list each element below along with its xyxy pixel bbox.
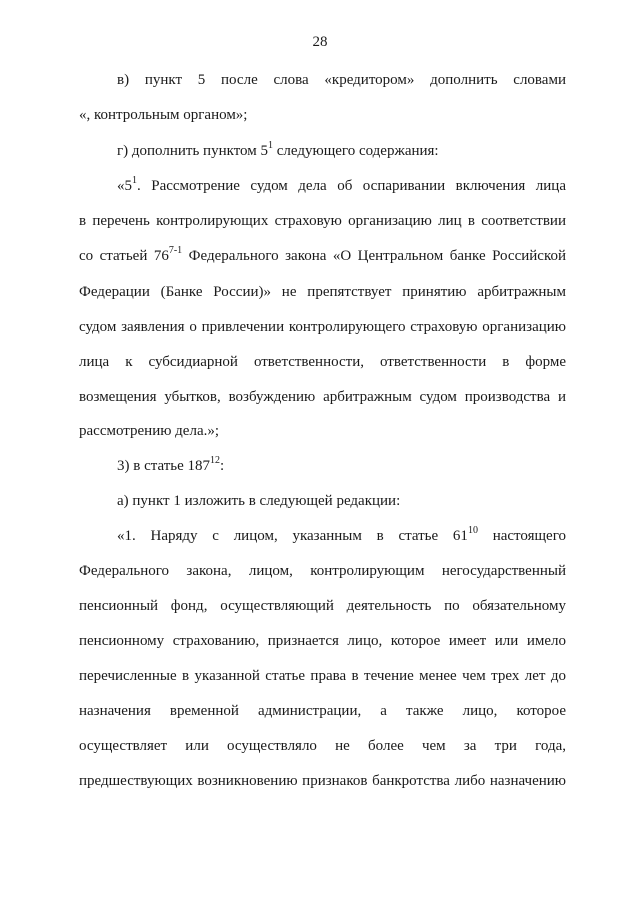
text-line: пенсионный фонд, осуществляющий деятельность по обязательному [79, 598, 566, 614]
text-line: Федерального закона, лицом, контролирующим негосударственный [79, 563, 566, 579]
text-line: в) пункт 5 после слова «кредитором» дополнить словами [117, 72, 566, 88]
text-line: «, контрольным органом»; [79, 107, 248, 123]
text-line: предшествующих возникновению признаков банкротства либо назначению [79, 773, 566, 789]
text-line: осуществляет или осуществляло не более чем за три года, [79, 738, 566, 754]
text-line: пенсионному страхованию, признается лицо, которое имеет или имело [79, 633, 566, 649]
text-line: г) дополнить пунктом $5^1$ следующего содержания: [117, 140, 439, 159]
text-line: перечисленные в указанной статье права в течение менее чем трех лет до [79, 668, 566, 684]
text-line: судом заявления о привлечении контролирующего страховую организацию [79, 319, 566, 335]
text-line: а) пункт 1 изложить в следующей редакции: [117, 493, 401, 509]
text-line: Федерации (Банке России)» не препятствует принятию арбитражным [79, 284, 566, 300]
text-line: рассмотрению дела.»; [79, 423, 220, 439]
text-line: назначения временной администрации, а также лицо, которое [79, 703, 566, 719]
text-line: в перечень контролирующих страховую организацию лиц в соответствии [79, 213, 566, 229]
text-line: 3) в статье $187^{12}$: [117, 455, 225, 474]
text-line: со статьей 76$^{7-1}$ Федерального закона «О Центральном банке Российской [79, 245, 566, 264]
page-number: 28 [312, 34, 328, 50]
text-line: «$5^1$. Рассмотрение судом дела об оспаривании включения лица [117, 175, 566, 194]
text-line: лица к субсидиарной ответственности, ответственности в форме [79, 354, 566, 370]
text-line: возмещения убытков, возбуждению арбитражным судом производства и [79, 389, 566, 405]
text-line: «1. Наряду с лицом, указанным в статье $61^{10}$ настоящего [117, 525, 566, 544]
